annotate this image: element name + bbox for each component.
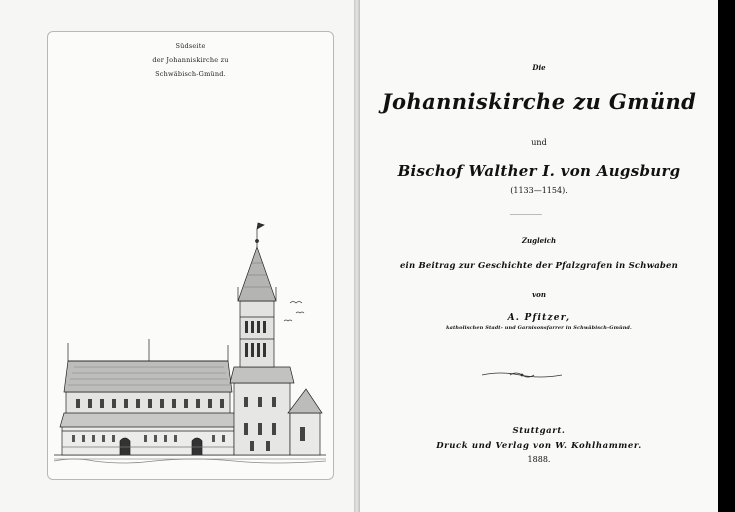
publisher: Druck und Verlag von W. Kohlhammer.	[436, 441, 642, 451]
contribution-line: ein Beitrag zur Geschichte der Pfalzgrafen in Schwaben	[399, 261, 679, 271]
illustration-plate	[47, 31, 334, 480]
ornament-divider	[480, 370, 564, 380]
plate-caption-line-1: Südseite	[175, 42, 206, 50]
title-page	[360, 0, 718, 512]
zugleich-text: Zugleich	[521, 236, 557, 245]
city: Stuttgart.	[512, 426, 566, 436]
von-text: von	[532, 290, 546, 299]
main-title: Johanniskirche zu Gmünd	[381, 89, 697, 114]
author-title: katholischen Stadt- und Garnisonsfarrer in Schwäbisch-Gmünd.	[446, 325, 632, 331]
subtitle: Bischof Walther I. von Augsburg	[397, 162, 681, 180]
short-divider	[510, 214, 542, 215]
publication-year: 1888.	[527, 455, 551, 464]
title-und: und	[531, 138, 547, 147]
plate-caption-line-2: der Johanniskirche zu	[152, 56, 229, 64]
church-south-elevation-drawing	[54, 217, 326, 469]
author-name: A. Pfitzer,	[507, 313, 571, 323]
plate-caption-line-3: Schwäbisch-Gmünd.	[155, 70, 226, 78]
title-die: Die	[532, 63, 546, 72]
left-page	[0, 0, 355, 512]
years: (1133—1154).	[510, 186, 568, 195]
